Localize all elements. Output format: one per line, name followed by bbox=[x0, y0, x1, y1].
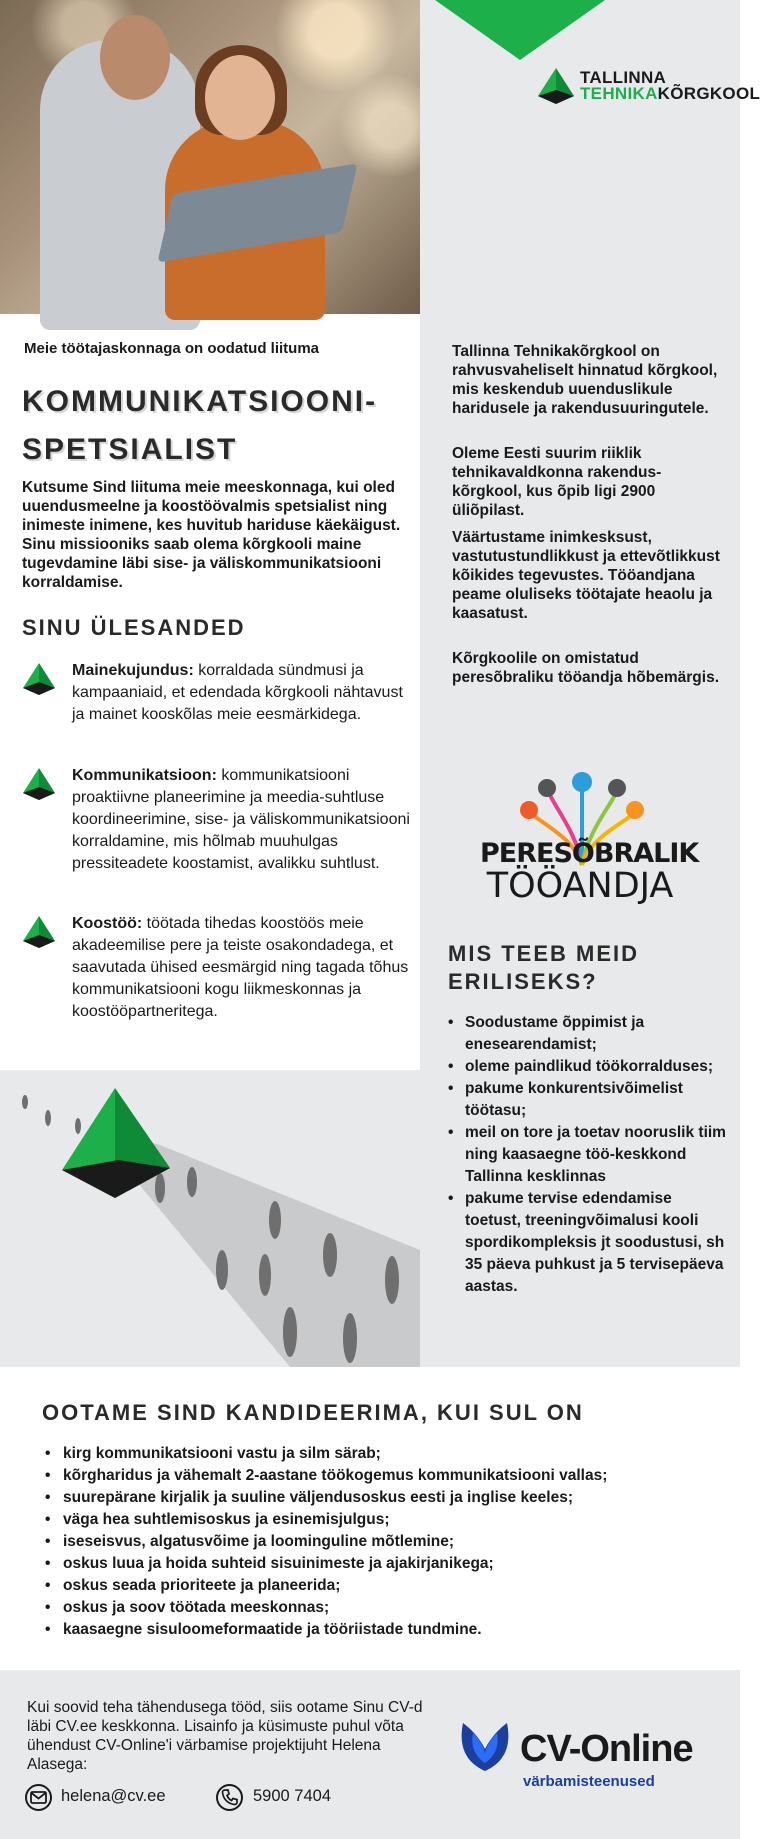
list-item: • väga hea suhtlemisoskus ja esinemisjulgus; bbox=[45, 1509, 735, 1531]
phone-link[interactable]: 5900 7404 bbox=[253, 1787, 331, 1805]
pyramid-icon bbox=[22, 767, 56, 801]
requirements-list bbox=[45, 1443, 735, 1641]
list-item: • oskus seada prioriteete ja planeerida; bbox=[45, 1575, 735, 1597]
cv-online-logo-icon bbox=[455, 1715, 515, 1775]
about-p4: Kõrgkoolile on omistatud peresõbraliku tööandja hõbemärgis. bbox=[452, 650, 720, 686]
badge-line1: PERESÕBRALIK bbox=[480, 838, 699, 869]
tasks-title: SINU ÜLESANDED bbox=[22, 615, 246, 640]
list-item: • oskus luua ja hoida suhteid sisuinimeste ja ajakirjanikega; bbox=[45, 1553, 735, 1575]
list-item: • Soodustame õppimist ja enesearendamist; bbox=[448, 1012, 728, 1056]
list-item: • kaasaegne sisuloomeformaatide ja tööriistade tundmine. bbox=[45, 1619, 735, 1641]
list-item: • pakume tervise edendamise toetust, treeningvõimalusi kooli spordikompleksis jt soodustusi, sh 35 päeva puhkust ja 5 tervisepäeva aastas. bbox=[448, 1188, 728, 1298]
tthk-logo: TALLINNA TEHNIKAKÕRGKOOL bbox=[580, 68, 760, 103]
intro-kicker: Meie töötajaskonnaga on oodatud liituma bbox=[24, 340, 320, 357]
cv-online-brand: CV-Online bbox=[520, 1728, 693, 1770]
walking-people-illustration bbox=[0, 1070, 420, 1367]
intro-lead: Kutsume Sind liituma meie meeskonnaga, kui oled uuendusmeelne ja koostöövalmis spetsialist ning inimeste inimene, kes huvitub hariduse käekäigust. Sinu missiooniks saab olema kõrgkooli maine tugevdamine läbi sise- ja väliskommunikatsiooni korraldamise. bbox=[22, 479, 401, 591]
task-item: Mainekujundus: korraldada sündmusi ja kampaaniaid, et edendada kõrgkooli nähtavust ja mainet kooskõlas meie eesmärkidega. bbox=[22, 660, 417, 750]
special-list bbox=[448, 1012, 728, 1298]
list-item: • kõrgharidus ja vähemalt 2-aastane töökogemus kommunikatsiooni vallas; bbox=[45, 1465, 735, 1487]
cv-online-tagline: värbamisteenused bbox=[523, 1773, 655, 1790]
pyramid-icon bbox=[22, 662, 56, 696]
list-item: • suurepärane kirjalik ja suuline väljendusoskus eesti ja inglise keeles; bbox=[45, 1487, 735, 1509]
phone-icon bbox=[216, 1784, 243, 1811]
list-item: • kirg kommunikatsiooni vastu ja silm särab; bbox=[45, 1443, 735, 1465]
badge-line2: TÖÖANDJA bbox=[486, 866, 674, 906]
email-link[interactable]: helena@cv.ee bbox=[61, 1787, 166, 1805]
list-item: • pakume konkurentsivõimelist töötasu; bbox=[448, 1078, 728, 1122]
requirements-title: OOTAME SIND KANDIDEERIMA, KUI SUL ON bbox=[42, 1400, 584, 1425]
task-item: Kommunikatsioon: kommunikatsiooni proaktiivne planeerimine ja meedia-suhtluse koordineerimine, sise- ja väliskommunikatsiooni korraldamine, mis hõlmab muuhulgas pressiteadete koostamist, avalikku suhtlust. bbox=[22, 765, 417, 900]
email-icon bbox=[25, 1784, 52, 1811]
hero-photo bbox=[0, 0, 420, 314]
list-item: • iseseisvus, algatusvõime ja loominguline mõtlemine; bbox=[45, 1531, 735, 1553]
list-item: • oleme paindlikud töökorralduses; bbox=[448, 1056, 728, 1078]
page-title: KOMMUNIKATSIOONI- SPETSIALIST bbox=[22, 385, 378, 466]
decor-triangle bbox=[435, 0, 605, 60]
about-p1: Tallinna Tehnikakõrgkool on rahvusvaheliselt hinnatud kõrgkool, mis keskendub uuenduslikule haridusele ja rakendusuuringutele. bbox=[452, 343, 718, 417]
list-item: • meil on tore ja toetav nooruslik tiim ning kaasaegne töö-keskkond Tallinna kesklinnas bbox=[448, 1122, 728, 1188]
task-item: Koostöö: töötada tihedas koostöös meie akadeemilise pere ja teiste osakondadega, et saavutada ühised eesmärgid ning tagada tõhus kommunikatsiooni kogu liikmeskonnas ja koostööpartneritega. bbox=[22, 913, 417, 1048]
tthk-logo-icon bbox=[536, 66, 576, 106]
pyramid-icon bbox=[22, 915, 56, 949]
list-item: • oskus ja soov töötada meeskonnas; bbox=[45, 1597, 735, 1619]
about-p2: Oleme Eesti suurim riiklik tehnikavaldkonna rakendus-kõrgkool, kus õpib ligi 2900 üliõpilast. bbox=[452, 445, 662, 519]
footer-text: Kui soovid teha tähendusega tööd, siis ootame Sinu CV-d läbi CV.ee keskkonna. Lisainfo ja küsimuste puhul võta ühendust CV-Online'i värbamise projektijuht Helena Alasega: bbox=[27, 1699, 423, 1773]
about-p3: Väärtustame inimkesksust, vastutustundlikkust ja ettevõtlikkust kõikides tegevustes. Tööandjana peame oluliseks töötajate heaolu ja kaasatust. bbox=[452, 529, 720, 622]
special-title: MIS TEEB MEID ERILISEKS? bbox=[448, 941, 640, 994]
